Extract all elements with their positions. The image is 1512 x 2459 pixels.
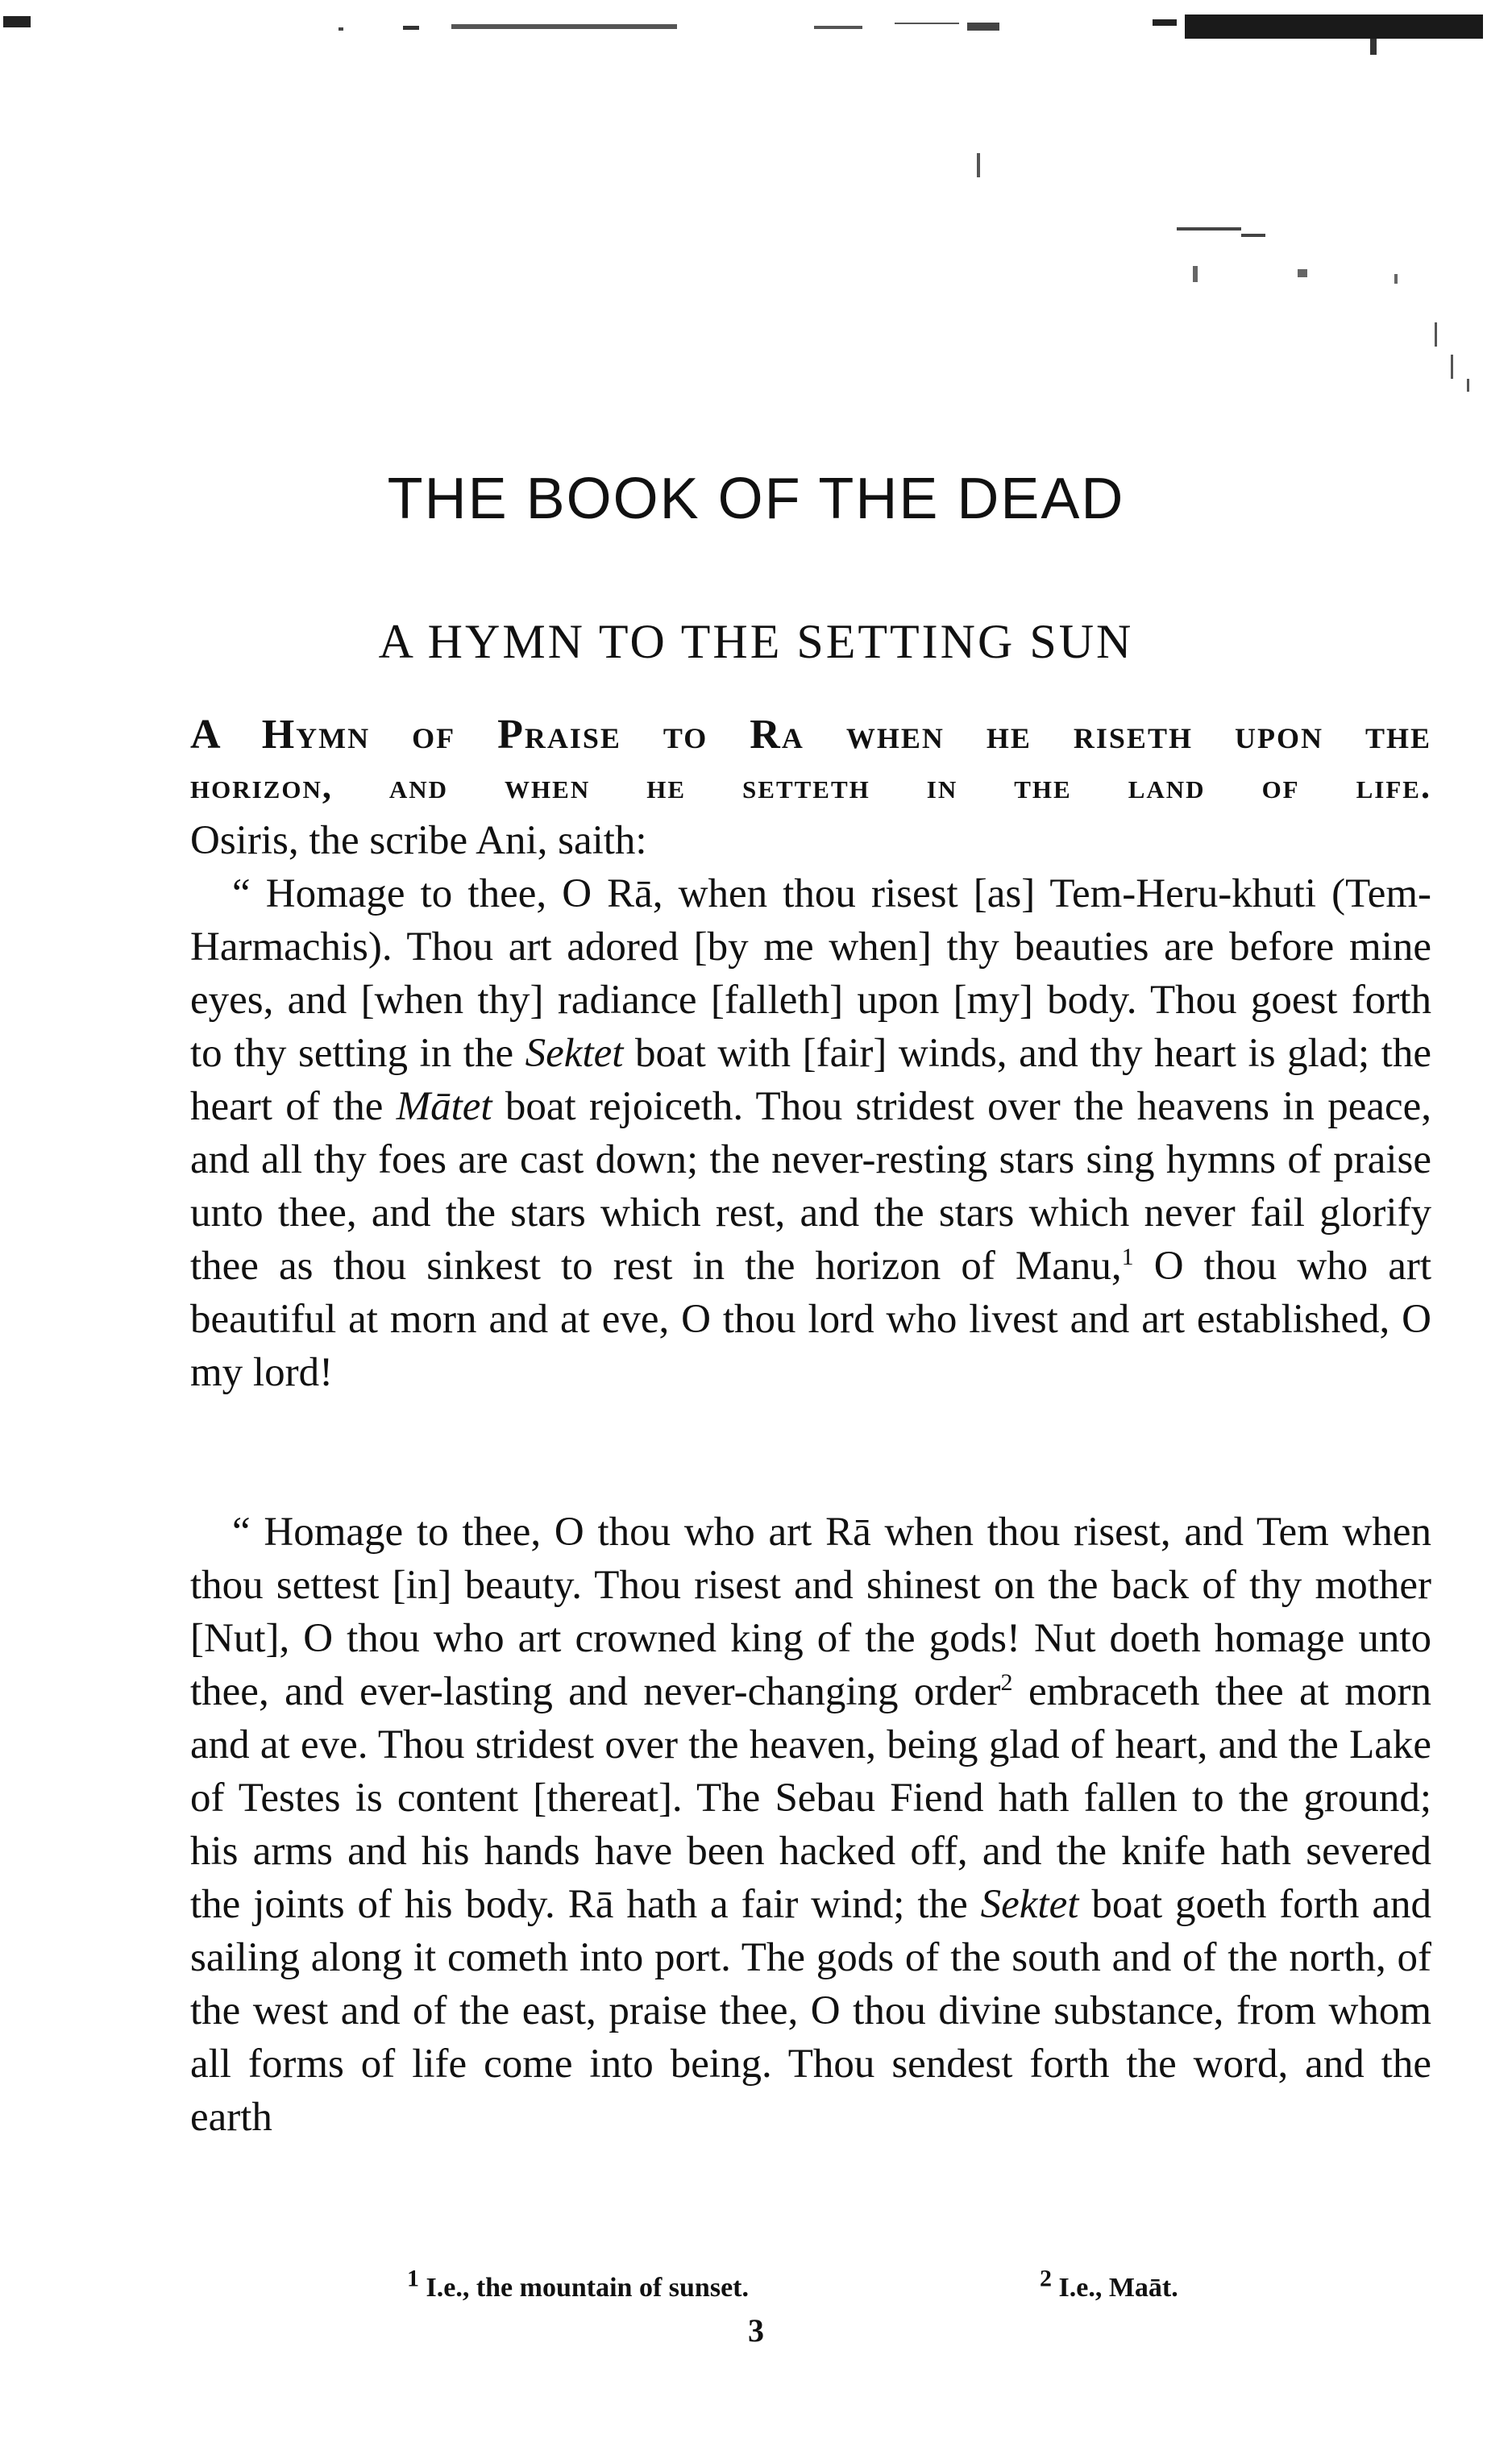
book-title: THE BOOK OF THE DEAD bbox=[387, 467, 1125, 531]
page-number: 3 bbox=[748, 2312, 764, 2349]
paragraph-text: embraceth thee at morn and at eve. Thou stridest over the heaven, being glad of heart, and the Lake of Testes is content [thereat]. The Sebau Fiend hath fallen to the ground; his arms and his hands have been hacked off, and the knife hath severed the joints of his body. Rā hath a fair wind; the bbox=[190, 1669, 1431, 1927]
footnote-ref-2: 2 bbox=[1000, 1669, 1013, 1696]
paragraph-text: boat goeth forth and sailing along it cometh into port. The gods of the south and of the north, of the west and of the east, praise thee, O thou divine substance, from whom all forms of life come into being. Thou sendest forth the word, and the earth bbox=[190, 1882, 1431, 2140]
hymn-paragraph-2 bbox=[190, 1506, 1431, 2144]
section-title: A HYMN TO THE SETTING SUN bbox=[378, 615, 1134, 668]
paragraph-text: boat with [fair] winds, and thy heart is glad; the heart of the bbox=[190, 1031, 1431, 1129]
boat-name-sektet: Sektet bbox=[525, 1031, 624, 1076]
footnote-2 bbox=[1040, 2265, 1178, 2303]
paragraph-text: O thou who art beautiful at morn and at eve, O thou lord who livest and art established, O my lord! bbox=[190, 1244, 1431, 1395]
boat-name-sektet: Sektet bbox=[980, 1882, 1079, 1927]
speaker-line: Osiris, the scribe Ani, saith: bbox=[190, 818, 647, 863]
rubric-heading bbox=[190, 709, 1431, 812]
footnote-1 bbox=[407, 2265, 749, 2303]
paragraph-text: “ Homage to thee, O thou who art Rā when thou risest, and Tem when thou settest [in] beauty. Thou risest and shinest on the back of thy mother [Nut], O thou who art crowned king of the gods! Nut doeth homage unto thee, and ever-lasting and never-changing order bbox=[190, 1510, 1431, 1714]
paragraph-text: “ Homage to thee, O Rā, when thou risest [as] Tem-Heru-khuti (Tem-Harmachis). Thou art adored [by me when] thy beauties are before mine eyes, and [when thy] radiance [falleth] upon [my] body. Thou goest forth to thy setting in the bbox=[190, 871, 1431, 1076]
rubric-line-2: horizon, and when he setteth in the land of life. bbox=[190, 766, 1431, 806]
footnote-ref-1: 1 bbox=[1121, 1244, 1134, 1270]
footnote-text: I.e., the mountain of sunset. bbox=[426, 2273, 749, 2303]
rubric-line-1: A Hymn of Praise to Ra when he riseth upon the bbox=[190, 712, 1431, 758]
paragraph-text: boat rejoiceth. Thou stridest over the heavens in peace, and all thy foes are cast down; the never-resting stars sing hymns of praise unto thee, and the stars which rest, and the stars which never fail glorify thee as thou sinkest to rest in the horizon of Manu, bbox=[190, 1084, 1432, 1289]
scan-specks bbox=[0, 0, 1512, 484]
footnote-marker: 1 bbox=[407, 2265, 419, 2292]
footnote-text: I.e., Maāt. bbox=[1058, 2273, 1178, 2303]
boat-name-matet: Mātet bbox=[396, 1084, 492, 1129]
hymn-paragraph-1 bbox=[190, 867, 1431, 1399]
footnote-marker: 2 bbox=[1040, 2265, 1052, 2292]
